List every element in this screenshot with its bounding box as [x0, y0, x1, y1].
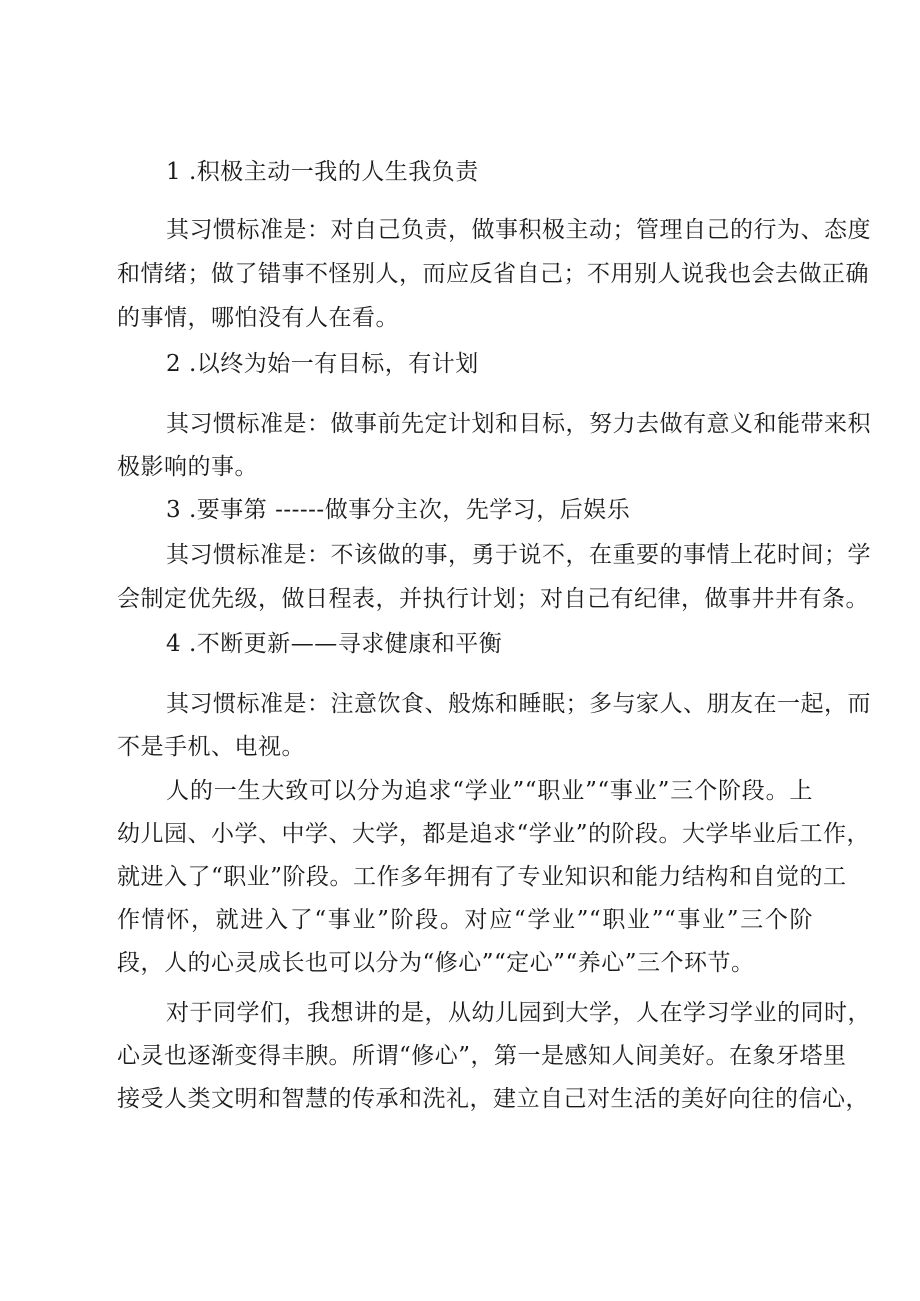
paragraph-line: 不是手机、电视。 — [117, 734, 305, 760]
paragraph-line: 和情绪；做了错事不怪别人，而应反省自己；不用别人说我也会去做正确 — [117, 261, 869, 287]
paragraph-line: 其习惯标准是：对自己负责，做事积极主动；管理自己的行为、态度 — [166, 217, 871, 243]
heading-habit-4: 4 .不断更新——寻求健康和平衡 — [166, 631, 503, 657]
paragraph-line: 其习惯标准是：注意饮食、般炼和睡眠；多与家人、朋友在一起，而 — [166, 691, 871, 717]
paragraph-line: 心灵也逐渐变得丰腴。所谓“修心”，第一是感知人间美好。在象牙塔里 — [117, 1043, 847, 1069]
paragraph-line: 的事情，哪怕没有人在看。 — [117, 305, 399, 331]
paragraph-line: 作情怀，就进入了“事业”阶段。对应“学业”“职业”“事业”三个阶 — [117, 907, 813, 933]
paragraph-line: 幼儿园、小学、中学、大学，都是追求“学业”的阶段。大学毕业后工作， — [117, 821, 871, 847]
heading-habit-3: 3 .要事第 ------做事分主次，先学习，后娱乐 — [166, 497, 631, 523]
paragraph-line: 会制定优先级，做日程表，并执行计划；对自己有纪律，做事井井有条。 — [117, 586, 869, 612]
paragraph-line: 就进入了“职业”阶段。工作多年拥有了专业知识和能力结构和自觉的工 — [117, 864, 847, 890]
paragraph-line: 极影响的事。 — [117, 454, 258, 480]
paragraph-line: 接受人类文明和智慧的传承和洗礼，建立自己对生活的美好向往的信心， — [117, 1086, 869, 1112]
paragraph-line: 其习惯标准是：做事前先定计划和目标，努力去做有意义和能带来积 — [166, 411, 871, 437]
paragraph-line: 对于同学们，我想讲的是，从幼儿园到大学，人在学习学业的同时， — [166, 1000, 871, 1026]
heading-habit-1: 1 .积极主动一我的人生我负责 — [166, 159, 479, 185]
paragraph-line: 人的一生大致可以分为追求“学业”“职业”“事业”三个阶段。上 — [166, 778, 813, 804]
paragraph-line: 段，人的心灵成长也可以分为“修心”“定心”“养心”三个环节。 — [117, 950, 755, 976]
heading-habit-2: 2 .以终为始一有目标，有计划 — [166, 351, 479, 377]
paragraph-line: 其习惯标准是：不该做的事，勇于说不，在重要的事情上花时间；学 — [166, 542, 871, 568]
